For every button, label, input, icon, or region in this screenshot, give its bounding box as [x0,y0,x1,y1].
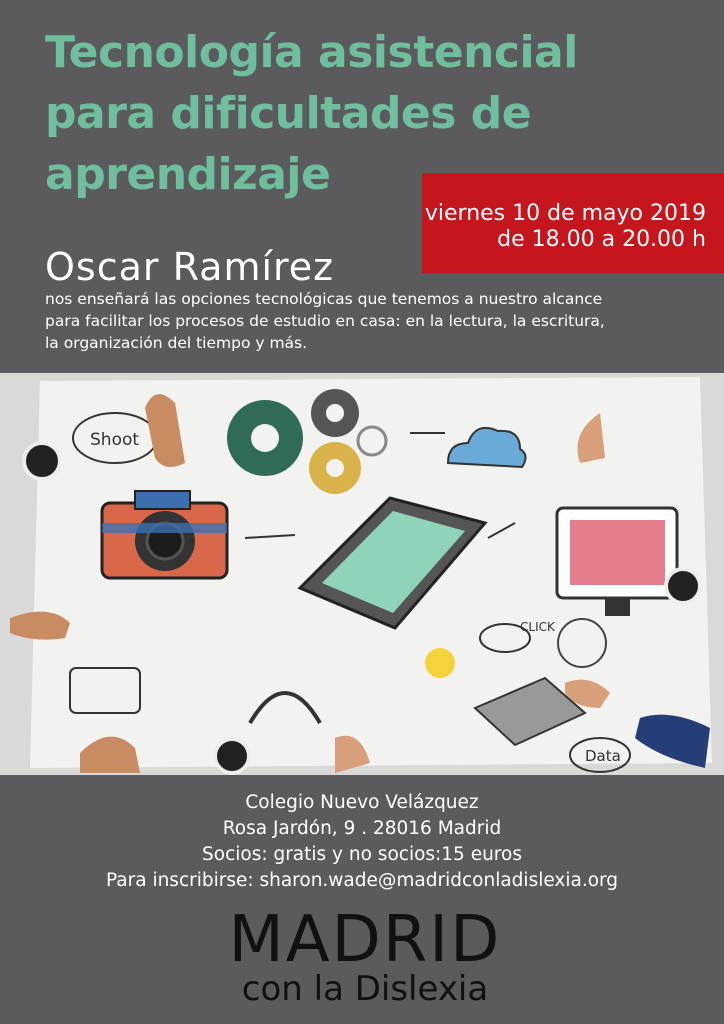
camera-icon [102,491,227,578]
speaker-name: Oscar Ramírez [45,245,335,289]
date-banner [422,173,724,273]
description-line-2: para facilitar los procesos de estudio en casa: en la lectura, la escritura, [45,312,605,330]
title-line-2: para dificultades de [45,88,532,139]
coffee-cup-icon [666,569,700,603]
shoot-label: Shoot [90,430,140,450]
description-line-1: nos enseñará las opciones tecnológicas que tenemos a nuestro alcance [45,290,603,308]
technology-illustration-photo [0,373,724,775]
title-line-1: Tecnología asistencial [45,27,578,78]
coffee-cup-icon [215,739,249,773]
venue-info [0,790,724,894]
venue-address: Rosa Jardón, 9 . 28016 Madrid [222,818,502,839]
venue-registration: Para inscribirse: sharon.wade@madridconladislexia.org [105,870,619,891]
logo-sub-text: con la Dislexia [241,969,489,1009]
logo-main-text: MADRID [228,903,502,977]
date-line-2: de 18.00 a 20.00 h [497,227,706,252]
illustration-svg [0,373,724,775]
data-label: Data [585,747,621,765]
venue-name: Colegio Nuevo Velázquez [245,792,479,813]
lightbulb-icon [425,648,455,678]
event-description [45,288,665,354]
description-line-3: la organización del tiempo y más. [45,334,308,352]
date-line-1: viernes 10 de mayo 2019 [424,201,706,226]
venue-pricing: Socios: gratis y no socios:15 euros [202,844,522,865]
madrid-dislexia-logo [200,905,530,1010]
title-line-3: aprendizaje [45,149,331,200]
click-label: CLICK [520,620,555,634]
coffee-cup-icon [24,443,60,479]
